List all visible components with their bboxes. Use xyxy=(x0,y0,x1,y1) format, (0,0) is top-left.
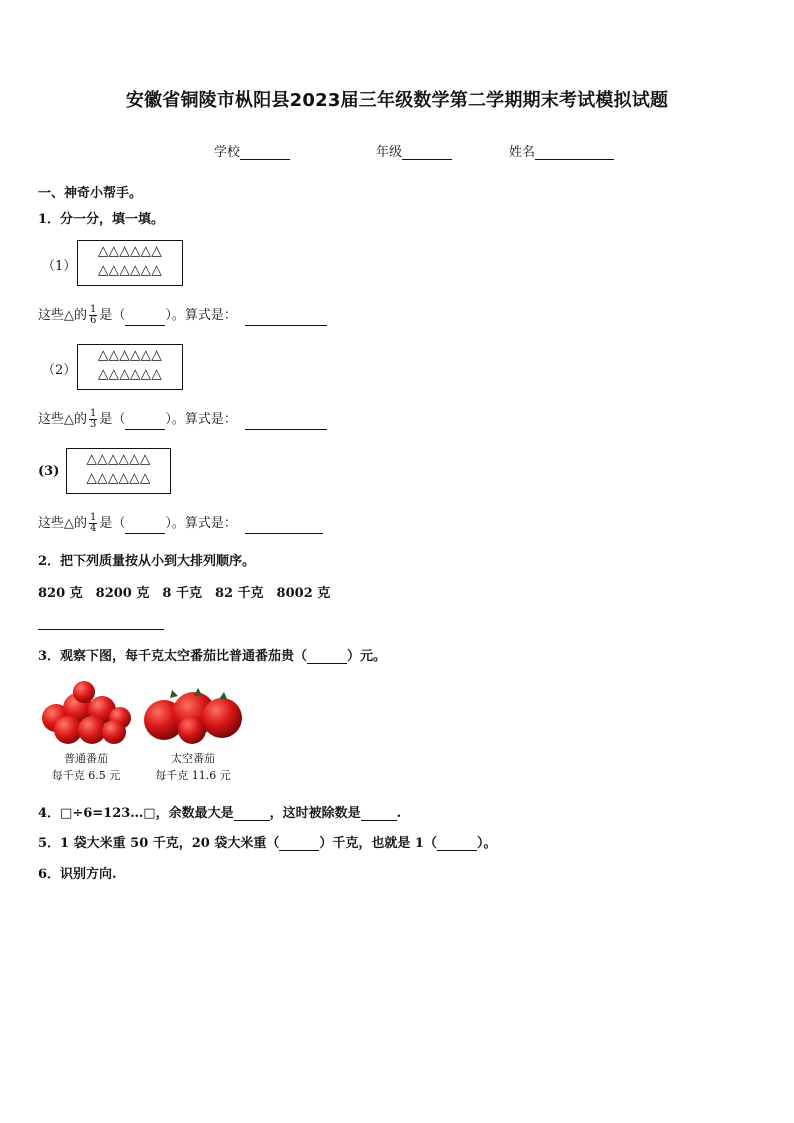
fraction: $\frac{1}{4}$ xyxy=(90,512,97,534)
regular-tomato-name: 普通番茄 xyxy=(64,752,108,765)
triangle-row: △△△△△△ xyxy=(86,470,151,486)
triangle-row: △△△△△△ xyxy=(86,451,151,467)
answer-blank[interactable] xyxy=(307,650,347,664)
formula-blank[interactable] xyxy=(245,311,327,326)
triangle-box-3 xyxy=(66,448,171,494)
mass-list: 820 克 8200 克 8 千克 82 千克 8002 克 xyxy=(38,586,331,601)
question-4: 4．□÷6=123…□，余数最大是 ，这时被除数是 . xyxy=(38,806,402,821)
grade-field[interactable] xyxy=(376,141,452,160)
grade-blank[interactable] xyxy=(402,145,452,160)
part-1-label: （1） xyxy=(42,259,77,274)
fraction: $\frac{1}{3}$ xyxy=(90,408,97,430)
triangle-box-1 xyxy=(77,240,183,286)
space-tomato-image xyxy=(142,682,244,744)
dividend-blank[interactable] xyxy=(361,807,397,821)
triangle-box-2 xyxy=(77,344,183,390)
formula-blank[interactable] xyxy=(245,415,327,430)
kilogram-blank[interactable] xyxy=(279,837,319,851)
space-tomato-price: 每千克 11.6 元 xyxy=(155,769,231,782)
question-1-stem: 1．分一分，填一填。 xyxy=(38,212,165,227)
formula-blank[interactable] xyxy=(245,519,323,534)
answer-blank[interactable] xyxy=(125,416,165,430)
school-field[interactable] xyxy=(214,141,290,160)
question-6: 6．识别方向. xyxy=(38,867,117,882)
question-5: 5．1 袋大米重 50 千克，20 袋大米重（ ）千克，也就是 1（ ）。 xyxy=(38,836,497,851)
answer-blank[interactable] xyxy=(125,520,165,534)
question-3-stem: 3．观察下图，每千克太空番茄比普通番茄贵（ ）元。 xyxy=(38,649,387,664)
triangle-row: △△△△△△ xyxy=(97,262,163,278)
part-1-question: 这些△的 $\frac{1}{6}$ 是（ ）。算式是： xyxy=(38,304,327,326)
triangle-row: △△△△△△ xyxy=(97,366,163,382)
fraction: $\frac{1}{6}$ xyxy=(90,304,97,326)
grade-label: 年级 xyxy=(376,145,403,160)
max-remainder-blank[interactable] xyxy=(234,807,270,821)
answer-blank[interactable] xyxy=(125,312,165,326)
name-field[interactable] xyxy=(509,141,614,160)
part-2-label: （2） xyxy=(42,363,77,378)
regular-tomato-price: 每千克 6.5 元 xyxy=(51,769,121,782)
triangle-row: △△△△△△ xyxy=(97,243,163,259)
triangle-row: △△△△△△ xyxy=(97,347,163,363)
space-tomato-name: 太空番茄 xyxy=(171,752,215,765)
page-title: 安徽省铜陵市枞阳县2023届三年级数学第二学期期末考试模拟试题 xyxy=(125,90,669,111)
order-answer-blank[interactable] xyxy=(38,615,164,630)
unit-blank[interactable] xyxy=(437,837,477,851)
regular-tomato-image xyxy=(40,680,132,746)
part-2-question: 这些△的 $\frac{1}{3}$ 是（ ）。算式是： xyxy=(38,408,327,430)
part-3-question: 这些△的 $\frac{1}{4}$ 是（ ）。算式是： xyxy=(38,512,323,534)
section-heading: 一、神奇小帮手。 xyxy=(38,186,143,201)
school-label: 学校 xyxy=(214,145,241,160)
question-2-stem: 2．把下列质量按从小到大排列顺序。 xyxy=(38,554,256,569)
name-blank[interactable] xyxy=(535,145,614,160)
school-blank[interactable] xyxy=(240,145,290,160)
part-3-label: (3) xyxy=(38,464,60,479)
name-label: 姓名 xyxy=(509,145,536,160)
